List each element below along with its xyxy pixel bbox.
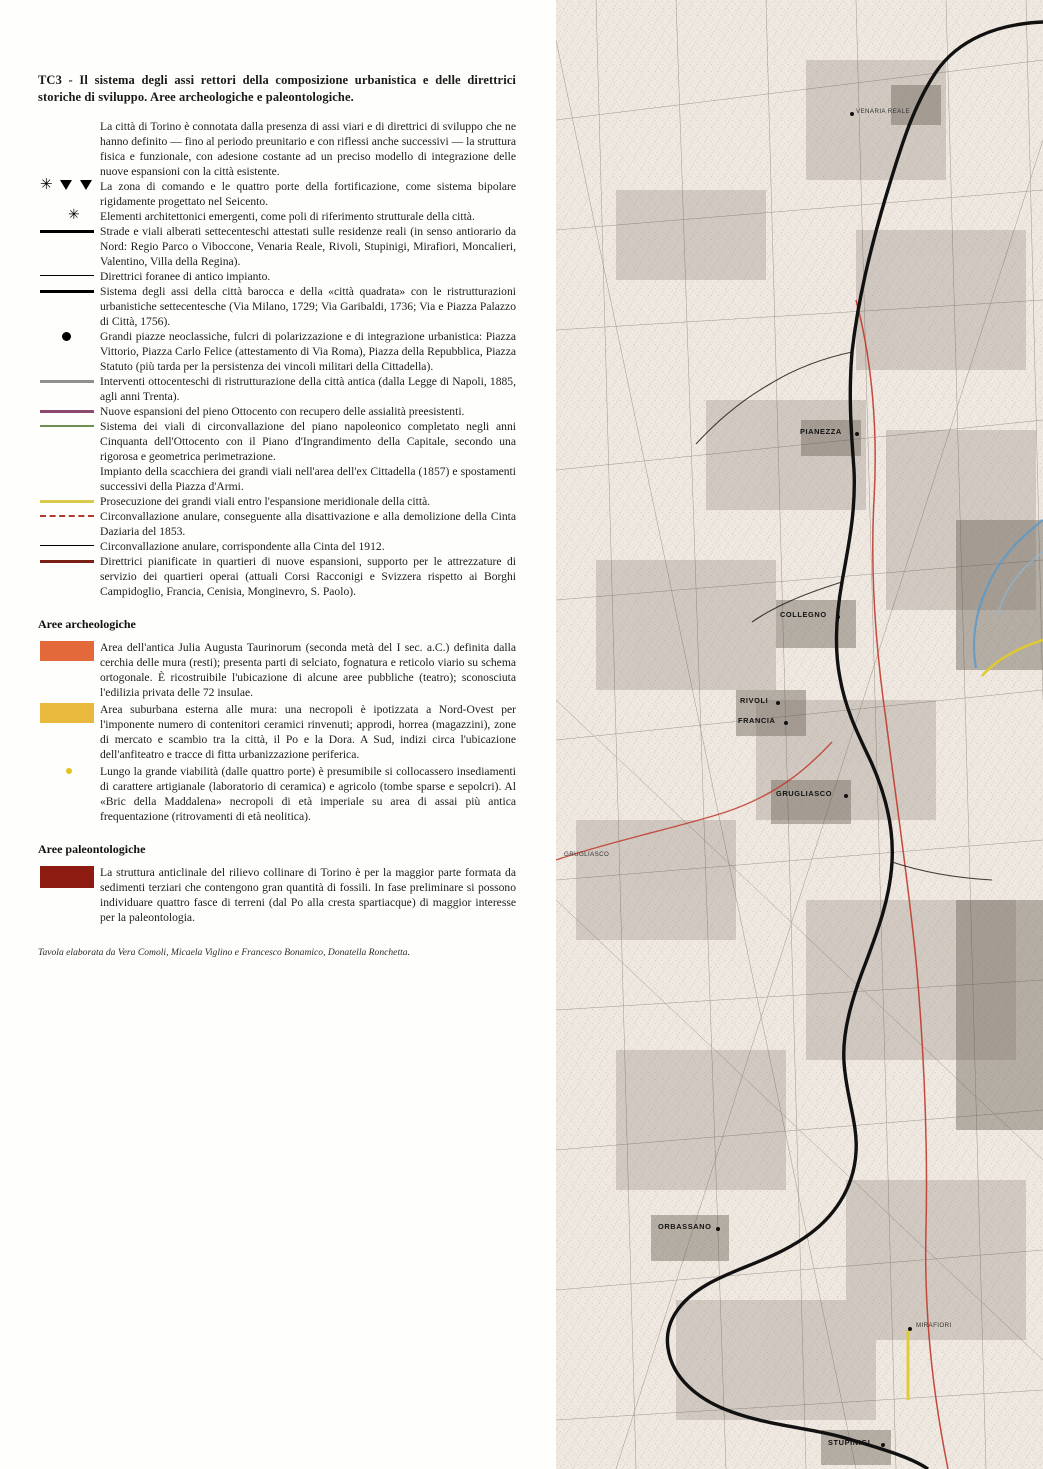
line-icon (40, 410, 94, 413)
legend-entry-text: Lungo la grande viabilità (dalle quattro porte) è presumibile si collocassero insediamenti di carattere artigianale (laboratorio di ceramica) e agricolo (tombe sparse e sepolcri). Al «Bric della Maddalena» necropoli di età imperiale su area di assai più antica frequentazione (ritrovamenti di età neolitica). (100, 765, 516, 824)
line-icon (40, 515, 94, 517)
legend-row (38, 865, 516, 925)
section-heading-archeologiche: Aree archeologiche (38, 617, 136, 632)
map-label-collegno: COLLEGNO (780, 610, 827, 619)
purple-line-symbol (38, 404, 100, 418)
legend-row (38, 419, 516, 464)
line-icon (40, 290, 94, 293)
legend-entry-text: Nuove espansioni del pieno Ottocento con recupero delle assialità preesistenti. (100, 405, 465, 419)
circle-icon (62, 332, 71, 341)
page-title: TC3 - Il sistema degli assi rettori della composizione urbanistica e delle direttrici storiche di sviluppo. Aree archeologiche e paleontologiche. (38, 73, 516, 104)
color-swatch (40, 866, 94, 888)
map-canvas (556, 0, 1043, 1469)
asterisk-icon: ✳ (68, 208, 80, 224)
no-symbol (38, 464, 100, 478)
map-label-francia: FRANCIA (738, 716, 776, 725)
map-marker-dot (836, 615, 840, 619)
legend-row (38, 284, 516, 329)
section-heading-paleontologiche: Aree paleontologiche (38, 842, 146, 857)
asterisk-symbol (38, 209, 100, 223)
asterisk-triangles-symbol (38, 179, 100, 193)
legend-entry-text: Sistema degli assi della città barocca e della «città quadrata» con le ristrutturazioni urbanistiche settecentesche (Via Milano, 1729; Via Garibaldi, 1736; Via e Piazza Palazzo di Città, 1756). (100, 285, 516, 329)
no-symbol (38, 119, 100, 123)
legend-entry-text: Area dell'antica Julia Augusta Taurinorum (seconda metà del I sec. a.C.) definita dalla cerchia delle mura (resti); presenta parti di selciato, fognatura e reticolo viario su schema ortogonale. È ricostruibile l'ubicazione di alcune aree pubbliche (teatro); sconosciuta l'edilizia privata delle 72 insulae. (100, 641, 516, 700)
dark-red-line-symbol (38, 554, 100, 568)
legend-entry-text: Direttrici pianificate in quartieri di nuove espansioni, supporto per le attrezzature di servizio dei quartieri operai (attuali Corsi Racconigi e Svizzera rispetto ai Borghi Campidoglio, Francia, Cenisia, Monginevro, S. Paolo). (100, 555, 516, 599)
map-marker-dot (850, 112, 854, 116)
map-marker-dot (844, 794, 848, 798)
map-marker-dot (784, 721, 788, 725)
map-label-stupinigi: STUPINIGI (828, 1438, 871, 1447)
legend-entry-text: Strade e viali alberati settecenteschi attestati sulle residenze reali (in senso antiorario da Nord: Regio Parco o Viboccone, Venaria Reale, Rivoli, Stupinigi, Mirafiori, Moncalieri, Valentino, Villa della Regina). (100, 225, 516, 269)
asterisk-icon: ✳ (40, 177, 53, 194)
map-label-grugliasco-secondary: GRUGLIASCO (564, 851, 610, 858)
yellow-dot-symbol (38, 764, 100, 778)
credit-note: Tavola elaborata da Vera Comoli, Micaela Viglino e Francesco Bonamico, Donatella Ronchetta. (38, 947, 410, 959)
map-label-pianezza: PIANEZZA (800, 427, 842, 436)
legend-row (38, 179, 516, 209)
line-icon (40, 230, 94, 233)
line-icon (40, 275, 94, 276)
legend-intro-text: La città di Torino è connotata dalla presenza di assi viari e di direttrici di sviluppo che ne hanno definito — fino al periodo preunitario e con riflessi anche successivi — la struttura fisica e funzionale, con adesione costante ad un preciso modello di integrazione delle nuove espansioni con la città esistente. (100, 120, 516, 179)
map-marker-dot (716, 1227, 720, 1231)
triangle-down-icon (80, 180, 92, 190)
map-label-mirafiori: MIRAFIORI (916, 1322, 952, 1329)
legend-entry-text: Circonvallazione anulare, corrispondente alla Cinta del 1912. (100, 540, 385, 554)
thin-black-line-symbol (38, 539, 100, 553)
line-icon (40, 425, 94, 427)
legend-row (38, 209, 516, 224)
map-marker-dot (908, 1327, 912, 1331)
gold-swatch-symbol (38, 702, 100, 724)
legend-row (38, 764, 516, 824)
maroon-swatch-symbol (38, 865, 100, 889)
line-icon (40, 380, 94, 383)
legend-intro-row (38, 119, 516, 179)
color-swatch (40, 641, 94, 661)
legend-row (38, 269, 516, 284)
gray-line-symbol (38, 374, 100, 388)
map-label-grugliasco: GRUGLIASCO (776, 789, 833, 798)
map-marker-dot (855, 432, 859, 436)
legend-row (38, 640, 516, 700)
legend-row (38, 509, 516, 539)
line-icon (40, 500, 94, 503)
legend-entry-text: Circonvallazione anulare, conseguente alla disattivazione e alla demolizione della Cinta Daziaria del 1853. (100, 510, 516, 539)
black-dot-symbol (38, 329, 100, 343)
legend-entry-text: Prosecuzione dei grandi viali entro l'espansione meridionale della città. (100, 495, 431, 509)
line-icon (40, 545, 94, 546)
legend-entry-text: Grandi piazze neoclassiche, fulcri di polarizzazione e di integrazione urbanistica: Piazza Vittorio, Piazza Carlo Felice (attestamento di Via Roma), Piazza della Repubblica, Piazza Statuto (più tarda per la persistenza dei vincoli militari della Cittadella). (100, 330, 516, 374)
legend-row (38, 374, 516, 404)
legend-entry-text: La zona di comando e le quattro porte della fortificazione, come sistema bipolare rigidamente progettato nel Seicento. (100, 180, 516, 209)
dashed-red-line-symbol (38, 509, 100, 523)
line-icon (40, 560, 94, 563)
green-line-symbol (38, 419, 100, 433)
legend-entry-text: Sistema dei viali di circonvallazione del piano napoleonico completato negli anni Cinquanta dell'Ottocento con il Piano d'Ingrandimento della Capitale, secondo una rigorosa e geometrica perimetrazione. (100, 420, 516, 464)
orange-swatch-symbol (38, 640, 100, 662)
legend-row (38, 494, 516, 509)
legend-row (38, 329, 516, 374)
legend-entry-text: La struttura anticlinale del rilievo collinare di Torino è per la maggior parte formata da sedimenti terziari che contengono gran quantità di fossili. In fase preliminare si possono individuare quattro fasce di terreni (dal Po alla cresta spartiacque) di maggior interesse per la paleontologia. (100, 866, 516, 925)
map-panel[interactable] (556, 0, 1043, 1469)
map-label-orbassano: ORBASSANO (658, 1222, 712, 1231)
legend-row (38, 404, 516, 419)
thick-black-line-symbol (38, 224, 100, 238)
map-label-venaria-reale: VENARIA REALE (856, 108, 911, 115)
thin-black-line-symbol (38, 269, 100, 283)
legend-entry-text: Elementi architettonici emergenti, come poli di riferimento strutturale della città. (100, 210, 475, 224)
yellow-line-symbol (38, 494, 100, 508)
legend-row (38, 539, 516, 554)
color-swatch (40, 703, 94, 723)
legend-entry-text: Area suburbana esterna alle mura: una necropoli è ipotizzata a Nord-Ovest per l'imponente numero di contenitori ceramici rinvenuti; approdi, horrea (magazzini), zone di mercato e scambio tra la città, il Po e la Dora. A Sud, indizi circa l'ubicazione dell'anfiteatro e tracce di fitta urbanizzazione periferica. (100, 703, 516, 762)
legend-row (38, 224, 516, 269)
legend-entry-text: Impianto della scacchiera dei grandi viali nell'area dell'ex Cittadella (1857) e spostamenti successivi della Piazza d'Armi. (100, 465, 516, 494)
legend-entry-text: Interventi ottocenteschi di ristrutturazione della città antica (dalla Legge di Napoli, 1885, agli anni Trenta). (100, 375, 516, 404)
map-marker-dot (881, 1443, 885, 1447)
map-marker-dot (776, 701, 780, 705)
triangle-down-icon (60, 180, 72, 190)
legend-row (38, 554, 516, 599)
legend-row (38, 702, 516, 762)
circle-icon (66, 768, 72, 774)
legend-entry-text: Direttrici foranee di antico impianto. (100, 270, 271, 284)
legend-row (38, 464, 516, 494)
legend-entry-list (38, 119, 516, 599)
map-label-rivoli: RIVOLI (740, 696, 769, 705)
thick-black-line-symbol (38, 284, 100, 298)
